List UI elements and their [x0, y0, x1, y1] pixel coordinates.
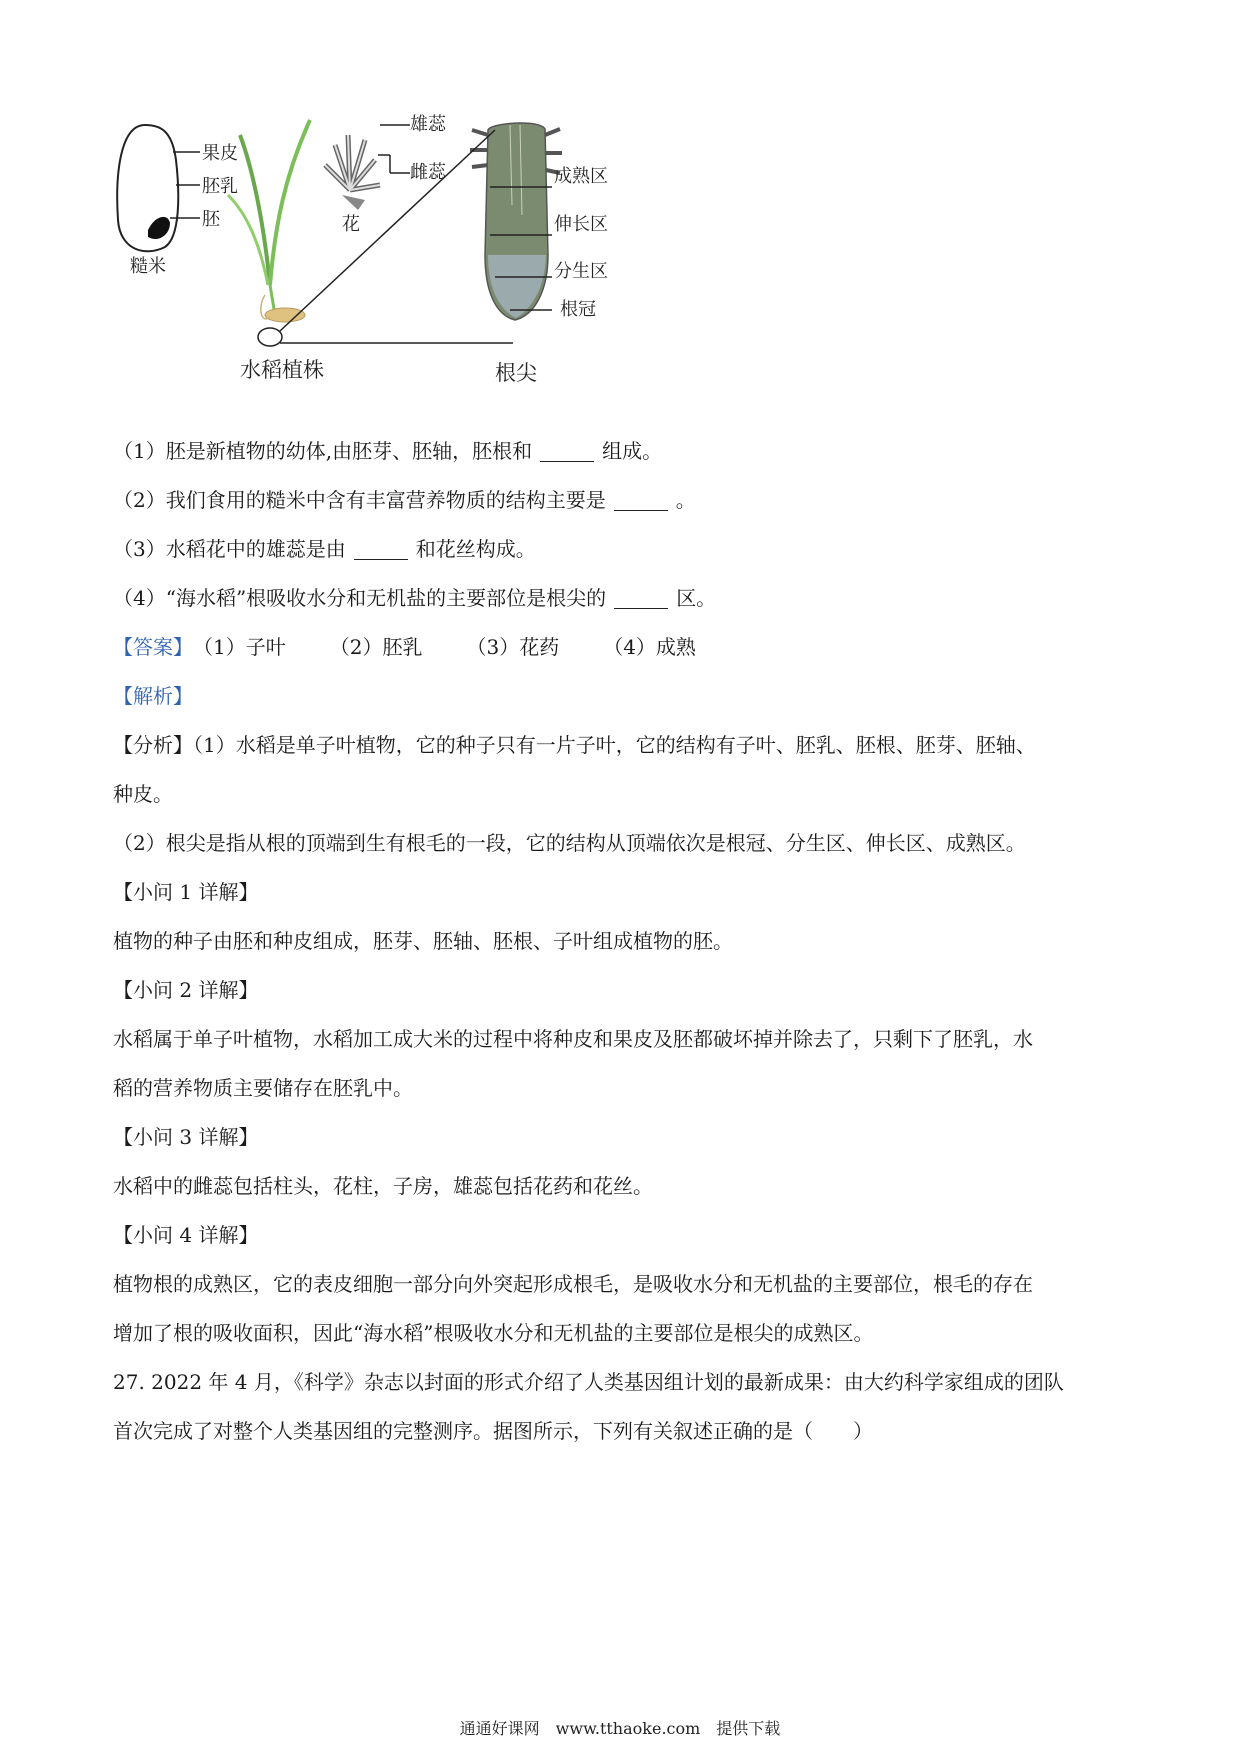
question-4-text: （4）“海水稻”根吸收水分和无机盐的主要部位是根尖的 [113, 586, 607, 610]
fenxi-line-1: 【分析】（1）水稻是单子叶植物，它的种子只有一片子叶，它的结构有子叶、胚乳、胚根、胚芽、胚轴、 [113, 733, 1036, 757]
rice-structure-diagram [110, 105, 710, 405]
analysis-tag: 【解析】 [113, 684, 193, 708]
answer-item-2: （2）胚乳 [329, 635, 423, 659]
question-1 [113, 427, 1133, 476]
answer-item-3: （3）花药 [466, 635, 560, 659]
answer-item-4: （4）成熟 [603, 635, 696, 659]
blank-2 [614, 488, 668, 511]
sub1-title: 【小问 1 详解】 [113, 880, 259, 904]
question-4-tail: 区。 [676, 586, 717, 610]
connector-line-top [280, 130, 495, 331]
label-xiongrui: 雄蕊 [410, 114, 446, 135]
rice-plant [228, 120, 310, 346]
caption-genjian: 根尖 [495, 361, 537, 385]
blank-1 [540, 439, 594, 462]
blank-4 [614, 586, 668, 609]
label-pei: 胚 [202, 209, 220, 230]
rice-structure-figure [110, 105, 710, 405]
sub4-title: 【小问 4 详解】 [113, 1223, 259, 1247]
sub2-title: 【小问 2 详解】 [113, 978, 259, 1002]
caption-shuidao-zhizhu: 水稻植株 [240, 358, 324, 382]
label-gen-guan: 根冠 [560, 299, 596, 320]
sub2-line-1: 水稻属于单子叶植物，水稻加工成大米的过程中将种皮和果皮及胚都破坏掉并除去了，只剩下了胚乳，水 [113, 1027, 1033, 1051]
fenxi-line-2: 种皮。 [113, 782, 173, 806]
label-cirui: 雌蕊 [410, 162, 446, 183]
blank-3 [354, 537, 408, 560]
page-footer: 通通好课网 www.tthaoke.com 提供下载 [459, 1719, 781, 1738]
label-peiru: 胚乳 [202, 176, 238, 197]
label-guopi: 果皮 [202, 143, 238, 164]
answer-item-1: （1）子叶 [193, 635, 286, 659]
label-caomi: 糙米 [130, 256, 166, 277]
question-3 [113, 525, 1133, 574]
question-27-line-2: 首次完成了对整个人类基因组的完整测序。据图所示，下列有关叙述正确的是（ ） [113, 1419, 873, 1443]
page-content [113, 427, 1133, 1456]
sub2-line-2: 稻的营养物质主要储存在胚乳中。 [113, 1076, 413, 1100]
question-1-text: （1）胚是新植物的幼体,由胚芽、胚轴，胚根和 [113, 439, 533, 463]
question-27-line-1: 27. 2022 年 4 月，《科学》杂志以封面的形式介绍了人类基因组计划的最新成果：由大约科学家组成的团队 [113, 1370, 1064, 1394]
sub4-line-1: 植物根的成熟区，它的表皮细胞一部分向外突起形成根毛，是吸收水分和无机盐的主要部位，根毛的存在 [113, 1272, 1033, 1296]
brown-rice-grain [117, 125, 238, 277]
root-tip [470, 123, 608, 320]
question-2-text: （2）我们食用的糙米中含有丰富营养物质的结构主要是 [113, 488, 606, 512]
sub3-text: 水稻中的雌蕊包括柱头，花柱，子房，雄蕊包括花药和花丝。 [113, 1174, 653, 1198]
question-4 [113, 574, 1133, 623]
label-shenchangqu: 伸长区 [554, 214, 608, 235]
question-2 [113, 476, 1133, 525]
question-3-text: （3）水稻花中的雄蕊是由 [113, 537, 346, 561]
answer-line [113, 623, 1133, 672]
question-2-tail: 。 [675, 488, 696, 512]
label-hua: 花 [342, 214, 360, 235]
answer-tag: 【答案】 [113, 635, 193, 659]
sub4-line-2: 增加了根的吸收面积，因此“海水稻”根吸收水分和无机盐的主要部位是根尖的成熟区。 [113, 1321, 874, 1345]
question-1-tail: 组成。 [602, 439, 663, 463]
sub3-title: 【小问 3 详解】 [113, 1125, 259, 1149]
label-chengshuqu: 成熟区 [554, 166, 608, 187]
question-3-tail: 和花丝构成。 [415, 537, 536, 561]
sub1-text: 植物的种子由胚和种皮组成，胚芽、胚轴、胚根、子叶组成植物的胚。 [113, 929, 733, 953]
fenxi-line-3: （2）根尖是指从根的顶端到生有根毛的一段，它的结构从顶端依次是根冠、分生区、伸长区、成熟区。 [113, 831, 1026, 855]
label-fenshengqu: 分生区 [554, 261, 608, 282]
rice-flower [325, 114, 447, 235]
